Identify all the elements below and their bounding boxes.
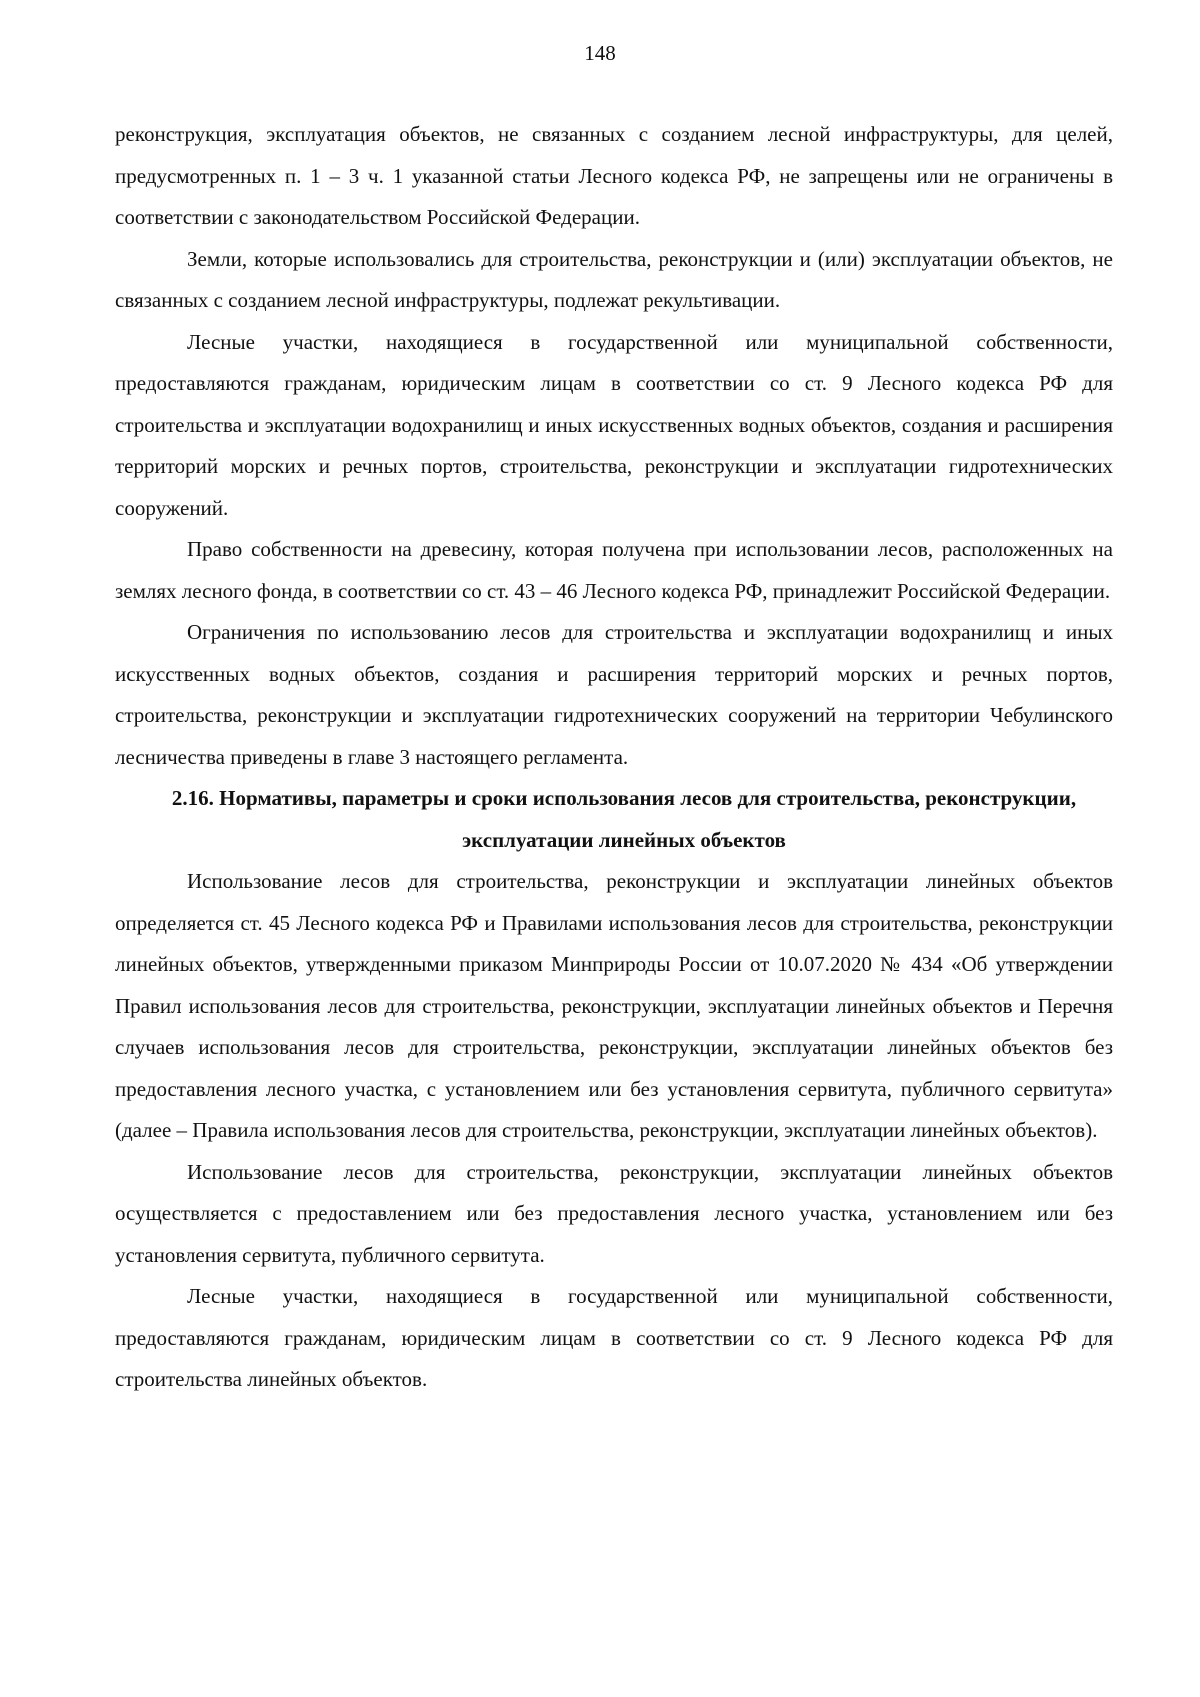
section-heading: 2.16. Нормативы, параметры и сроки использования лесов для строительства, реконструкции, эксплуатации линейных объектов xyxy=(171,786,1077,852)
page-number: 148 xyxy=(584,41,616,65)
paragraph-linear-objects-plots: Лесные участки, находящиеся в государственной или муниципальной собственности, предоставляются гражданам, юридическим лицам в соответствии со ст. 9 Лесного кодекса РФ для строительства линейных объектов. xyxy=(115,1284,1113,1391)
paragraph-land-reclamation: Земли, которые использовались для строительства, реконструкции и (или) эксплуатации объектов, не связанных с созданием лесной инфраструктуры, подлежат рекультивации. xyxy=(115,246,1113,312)
paragraph-linear-objects-usage: Использование лесов для строительства, реконструкции и эксплуатации линейных объектов определяется ст. 45 Лесного кодекса РФ и Правилами использования лесов для строительства, реконструкции линейных объектов, утвержденными приказом Минприроды России от 10.07.2020 № 434 «Об утверждении Правил использования лесов для строительства, реконструкции, эксплуатации линейных объектов и Перечня случаев использования лесов для строительства, реконструкции, эксплуатации линейных объектов без предоставления лесного участка, с установлением или без установления сервитута, публичного сервитута» (далее – Правила использования лесов для строительства, реконструкции, эксплуатации линейных объектов). xyxy=(115,869,1113,1142)
paragraph-usage-restrictions: Ограничения по использованию лесов для строительства и эксплуатации водохранилищ и иных искусственных водных объектов, создания и расширения территорий морских и речных портов, строительства, реконструкции и эксплуатации гидротехнических сооружений на территории Чебулинского лесничества приведены в главе 3 настоящего регламента. xyxy=(115,620,1113,769)
paragraph-linear-objects-provision: Использование лесов для строительства, реконструкции, эксплуатации линейных объектов осуществляется с предоставлением или без предоставления лесного участка, установлением или без установления сервитута, публичного сервитута. xyxy=(115,1159,1113,1267)
paragraph-continuation: реконструкция, эксплуатация объектов, не связанных с созданием лесной инфраструктуры, для целей, предусмотренных п. 1 – 3 ч. 1 указанной статьи Лесного кодекса РФ, не запрещены или не ограничены в соответствии с законодательством Российской Федерации. xyxy=(115,122,1113,229)
paragraph-forest-plots-provision: Лесные участки, находящиеся в государственной или муниципальной собственности, предоставляются гражданам, юридическим лицам в соответствии со ст. 9 Лесного кодекса РФ для строительства и эксплуатации водохранилищ и иных искусственных водных объектов, создания и расширения территорий морских и речных портов, строительства, реконструкции и эксплуатации гидротехнических сооружений. xyxy=(115,329,1113,520)
page-content xyxy=(115,114,1113,1401)
paragraph-timber-ownership: Право собственности на древесину, которая получена при использовании лесов, расположенных на землях лесного фонда, в соответствии со ст. 43 – 46 Лесного кодекса РФ, принадлежит Российской Федерации. xyxy=(115,537,1113,603)
